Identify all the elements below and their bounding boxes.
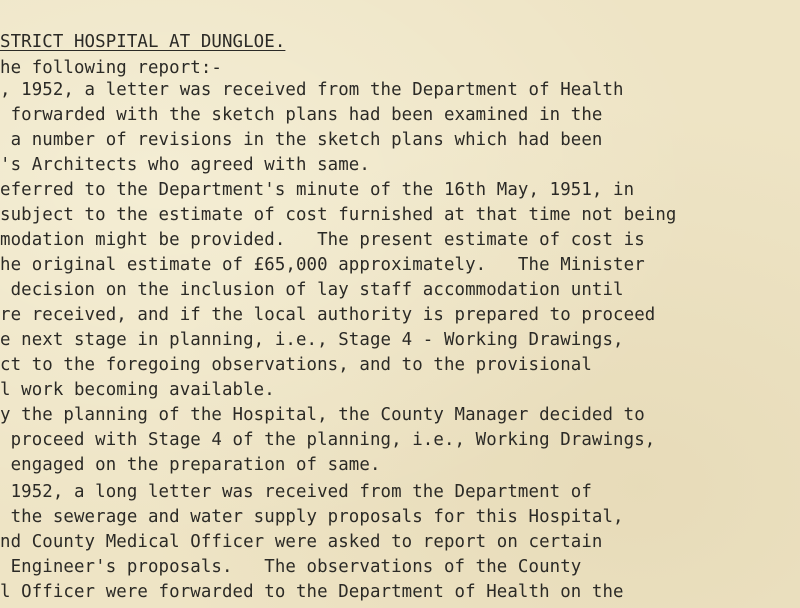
text-line: l Officer were forwarded to the Department of Health on the bbox=[0, 582, 624, 602]
text-line: he original estimate of £65,000 approximately. The Minister bbox=[0, 255, 645, 275]
text-line: 's Architects who agreed with same. bbox=[0, 155, 370, 175]
text-line: the sewerage and water supply proposals for this Hospital, bbox=[0, 507, 624, 527]
text-line: e next stage in planning, i.e., Stage 4 - Working Drawings, bbox=[0, 330, 624, 350]
text-line: , 1952, a letter was received from the Department of Health bbox=[0, 80, 624, 100]
text-line: ct to the foregoing observations, and to the provisional bbox=[0, 355, 592, 375]
text-line: Engineer's proposals. The observations of the County bbox=[0, 557, 582, 577]
text-line: a number of revisions in the sketch plans which had been bbox=[0, 130, 603, 150]
text-line: eferred to the Department's minute of the 16th May, 1951, in bbox=[0, 180, 635, 200]
text-line: modation might be provided. The present estimate of cost is bbox=[0, 230, 645, 250]
text-line: proceed with Stage 4 of the planning, i.e., Working Drawings, bbox=[0, 430, 656, 450]
text-line: he following report:- bbox=[0, 58, 222, 78]
text-line: y the planning of the Hospital, the County Manager decided to bbox=[0, 405, 645, 425]
text-line: l work becoming available. bbox=[0, 380, 275, 400]
text-line: re received, and if the local authority is prepared to proceed bbox=[0, 305, 656, 325]
text-line: subject to the estimate of cost furnished at that time not being bbox=[0, 205, 677, 225]
text-line: 1952, a long letter was received from the Department of bbox=[0, 482, 592, 502]
text-line: forwarded with the sketch plans had been examined in the bbox=[0, 105, 603, 125]
text-line: nd County Medical Officer were asked to report on certain bbox=[0, 532, 603, 552]
document-heading: STRICT HOSPITAL AT DUNGLOE. bbox=[0, 32, 286, 52]
text-line: decision on the inclusion of lay staff accommodation until bbox=[0, 280, 624, 300]
text-line: engaged on the preparation of same. bbox=[0, 455, 381, 475]
